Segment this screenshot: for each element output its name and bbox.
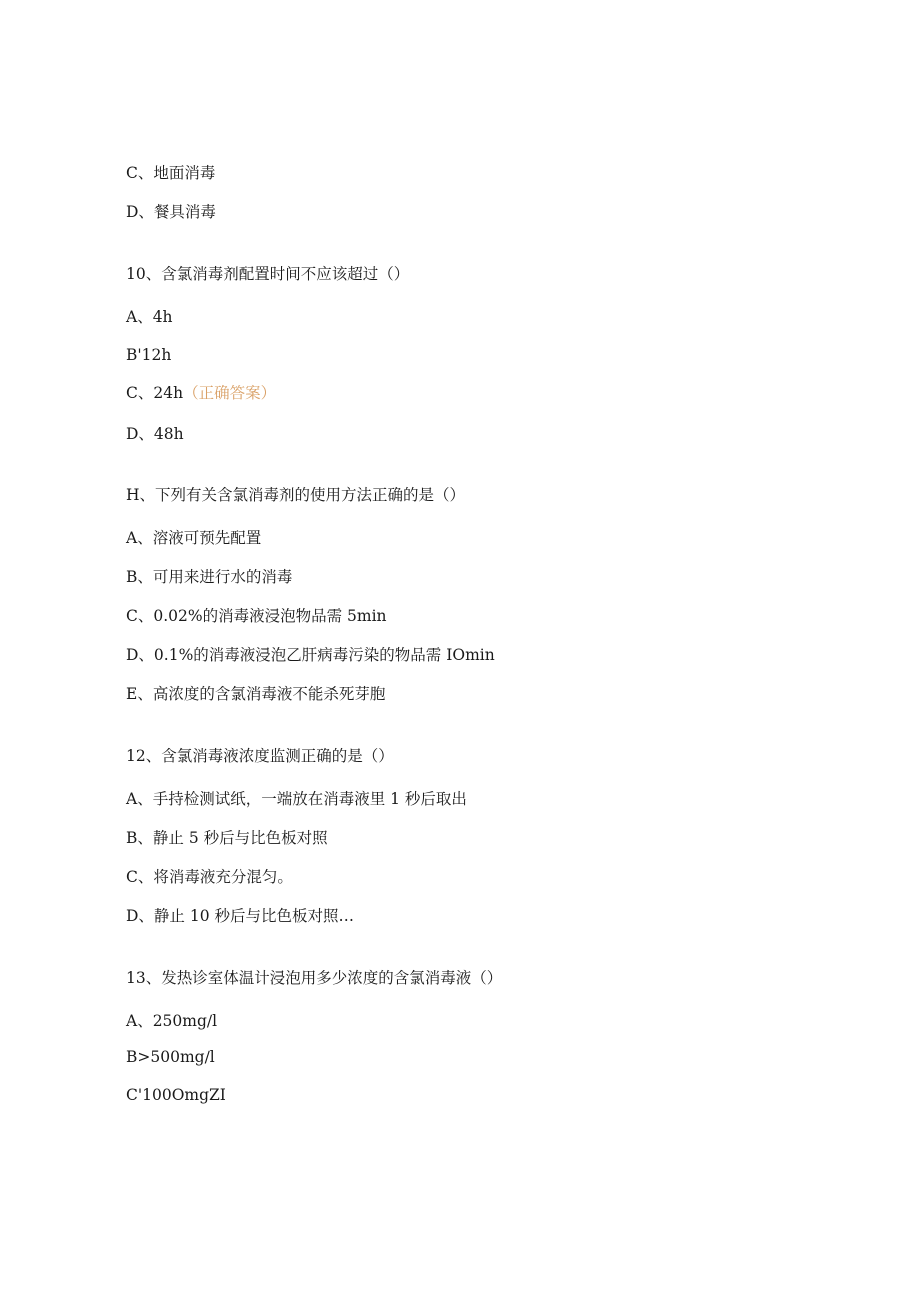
q10-option-a: A、4h <box>126 308 173 326</box>
q9-option-c: C、地面消毒 <box>126 164 216 182</box>
q9-option-d: D、餐具消毒 <box>126 203 216 221</box>
q11-option-c: C、0.02%的消毒液浸泡物品需 5min <box>126 607 387 625</box>
q10-option-c-text: C、24h <box>126 384 184 402</box>
q12-option-a: A、手持检测试纸，一端放在消毒液里 1 秒后取出 <box>126 790 467 808</box>
q12-option-d: D、静止 10 秒后与比色板对照… <box>126 907 355 925</box>
q11-option-b: B、可用来进行水的消毒 <box>126 568 293 586</box>
q12-option-b: B、静止 5 秒后与比色板对照 <box>126 829 328 847</box>
q11-option-d: D、0.1%的消毒液浸泡乙肝病毒污染的物品需 IOmin <box>126 646 495 664</box>
q10-question: 10、含氯消毒剂配置时间不应该超过（） <box>126 265 410 283</box>
q11-option-a: A、溶液可预先配置 <box>126 529 262 547</box>
q13-option-b: B>500mg∕l <box>126 1048 215 1066</box>
q12-option-c: C、将消毒液充分混匀。 <box>126 868 293 886</box>
q13-question: 13、发热诊室体温计浸泡用多少浓度的含氯消毒液（） <box>126 969 503 987</box>
q12-question: 12、含氯消毒液浓度监测正确的是（） <box>126 747 394 765</box>
q10-option-b: B'12h <box>126 346 172 364</box>
q11-option-e: E、高浓度的含氯消毒液不能杀死芽胞 <box>126 685 386 703</box>
q13-option-a: A、250mg∕l <box>126 1012 218 1030</box>
q10-option-c <box>126 383 276 403</box>
q10-option-d: D、48h <box>126 425 184 443</box>
correct-answer-note: （正确答案） <box>183 384 277 402</box>
q11-question: H、下列有关含氯消毒剂的使用方法正确的是（） <box>126 486 466 504</box>
q13-option-c: C'100OmgZI <box>126 1086 226 1104</box>
